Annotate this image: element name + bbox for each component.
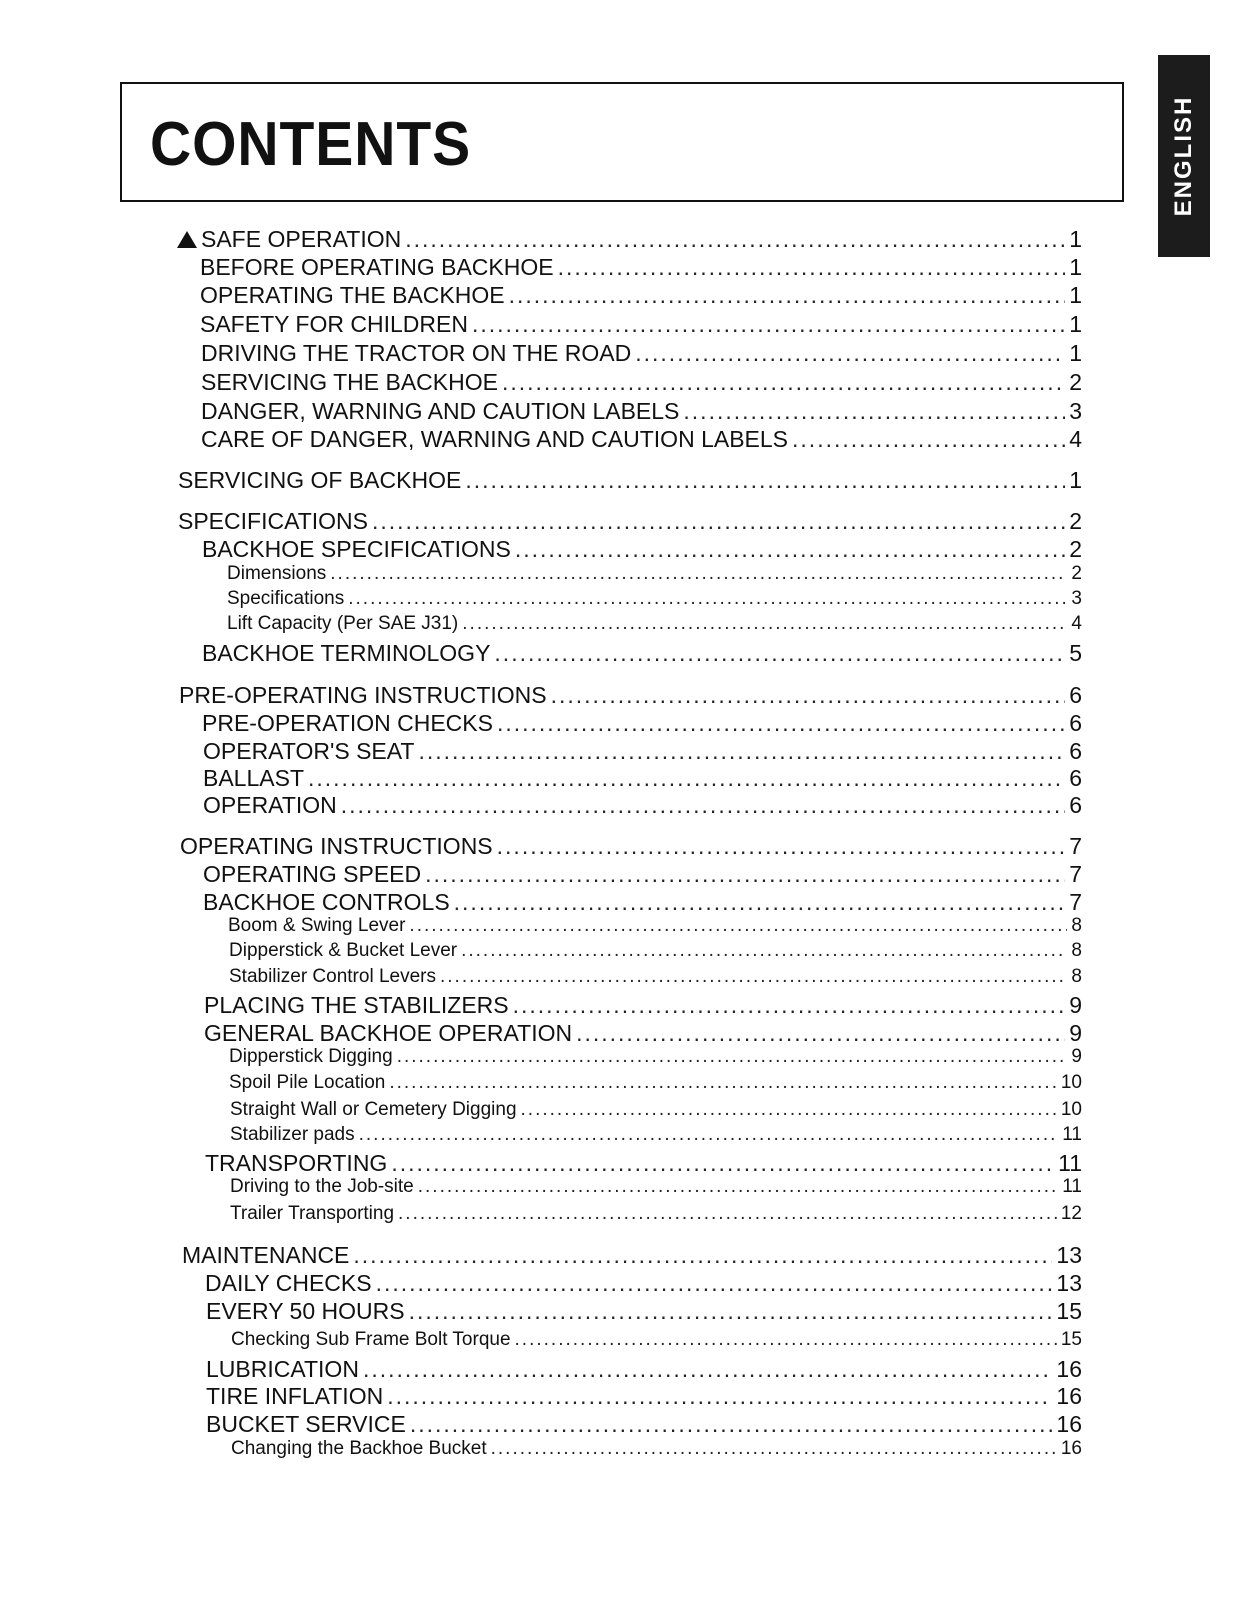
dot-leader	[491, 1438, 1057, 1460]
toc-entry-page-number: 11	[1062, 1124, 1082, 1145]
dot-leader	[551, 682, 1066, 709]
dot-leader	[348, 588, 1067, 610]
toc-entry-label	[227, 588, 344, 610]
toc-entry-text: Lift Capacity (Per SAE J31)	[227, 613, 459, 634]
toc-entry-text: Boom & Swing Lever	[228, 915, 406, 936]
dot-leader	[515, 536, 1065, 563]
toc-entry-text: EVERY 50 HOURS	[206, 1298, 405, 1324]
toc-entry[interactable]	[229, 966, 1082, 994]
toc-entry-label	[231, 1438, 487, 1460]
toc-entry[interactable]	[206, 1298, 1082, 1326]
toc-entry[interactable]	[179, 682, 1082, 710]
toc-entry-text: SAFE OPERATION	[201, 226, 402, 252]
toc-entry-label	[203, 792, 337, 819]
dot-leader	[425, 861, 1065, 888]
toc-entry[interactable]	[231, 1438, 1082, 1466]
toc-entry-text: Dipperstick & Bucket Lever	[229, 940, 458, 961]
toc-entry-text: GENERAL BACKHOE OPERATION	[204, 1020, 573, 1046]
dot-leader	[389, 1072, 1057, 1094]
toc-entry-text: Spoil Pile Location	[229, 1072, 386, 1093]
toc-entry[interactable]	[230, 1099, 1082, 1127]
toc-entry-label	[201, 398, 679, 425]
toc-entry[interactable]	[201, 369, 1082, 397]
toc-entry-label	[200, 254, 554, 281]
toc-entry-text: Straight Wall or Cemetery Digging	[230, 1099, 517, 1120]
toc-entry-text: SPECIFICATIONS	[178, 508, 368, 534]
toc-entry-page-number: 3	[1069, 398, 1082, 424]
toc-entry-page-number: 15	[1056, 1298, 1082, 1324]
dot-leader	[359, 1124, 1059, 1146]
toc-entry-page-number: 1	[1069, 467, 1082, 493]
toc-entry[interactable]	[227, 563, 1082, 591]
toc-entry-label	[230, 1176, 414, 1198]
toc-entry[interactable]	[229, 940, 1082, 968]
toc-entry-text: DANGER, WARNING AND CAUTION LABELS	[201, 398, 680, 424]
dot-leader	[472, 311, 1065, 338]
toc-entry-text: Specifications	[227, 588, 345, 609]
dot-leader	[405, 226, 1065, 253]
dot-leader	[440, 966, 1067, 988]
dot-leader	[409, 915, 1067, 937]
toc-entry[interactable]	[178, 467, 1082, 495]
toc-entry[interactable]	[205, 1150, 1082, 1178]
toc-entry-label	[229, 1072, 385, 1094]
toc-entry-text: TIRE INFLATION	[206, 1383, 384, 1409]
toc-entry-text: LUBRICATION	[206, 1356, 359, 1382]
toc-entry[interactable]	[205, 1270, 1082, 1298]
toc-entry-text: SERVICING THE BACKHOE	[201, 369, 498, 395]
toc-entry-page-number: 6	[1069, 738, 1082, 764]
toc-entry-page-number: 2	[1069, 369, 1082, 395]
toc-entry-label	[177, 226, 401, 253]
toc-entry[interactable]	[227, 588, 1082, 616]
toc-entry-label	[179, 682, 547, 709]
dot-leader	[391, 1150, 1054, 1177]
dot-leader	[461, 940, 1067, 962]
toc-entry-page-number: 4	[1069, 426, 1082, 452]
toc-entry-text: Stabilizer Control Levers	[229, 966, 436, 987]
toc-entry[interactable]	[204, 992, 1082, 1020]
toc-entry-label	[206, 1411, 406, 1438]
toc-entry-label	[202, 640, 490, 667]
toc-entry[interactable]	[203, 792, 1082, 820]
toc-entry-text: OPERATING THE BACKHOE	[200, 282, 505, 308]
toc-entry[interactable]	[203, 738, 1082, 766]
toc-entry[interactable]	[227, 613, 1082, 641]
toc-entry[interactable]	[202, 640, 1082, 668]
toc-entry-text: Trailer Transporting	[230, 1203, 395, 1224]
toc-entry-text: SAFETY FOR CHILDREN	[200, 311, 468, 337]
dot-leader	[502, 369, 1065, 396]
dot-leader	[497, 710, 1065, 737]
dot-leader	[462, 613, 1067, 635]
toc-entry-page-number: 8	[1071, 915, 1082, 936]
toc-entry-page-number: 2	[1069, 508, 1082, 534]
toc-entry-page-number: 16	[1056, 1383, 1082, 1409]
dot-leader	[418, 738, 1065, 765]
dot-leader	[683, 398, 1065, 425]
toc-entry-label	[201, 369, 498, 396]
toc-entry[interactable]	[229, 1072, 1082, 1100]
toc-entry[interactable]	[203, 765, 1082, 793]
toc-entry-text: OPERATION	[203, 792, 337, 818]
toc-entry-label	[206, 1298, 405, 1325]
dot-leader	[513, 992, 1066, 1019]
toc-entry-page-number: 1	[1069, 226, 1082, 252]
dot-leader	[792, 426, 1065, 453]
toc-entry-page-number: 1	[1069, 282, 1082, 308]
toc-entry-text: CARE OF DANGER, WARNING AND CAUTION LABELS	[201, 426, 789, 452]
toc-entry-label	[230, 1203, 394, 1225]
toc-entry-label	[203, 889, 450, 916]
toc-entry-text: Dipperstick Digging	[229, 1046, 393, 1067]
toc-entry-label	[231, 1329, 511, 1351]
toc-entry-label	[229, 1046, 393, 1068]
toc-entry[interactable]	[182, 1242, 1082, 1270]
toc-entry[interactable]	[228, 915, 1082, 943]
toc-entry-text: Stabilizer pads	[230, 1124, 355, 1145]
toc-entry-page-number: 1	[1069, 311, 1082, 337]
toc-entry-page-number: 1	[1069, 340, 1082, 366]
toc-entry-text: PRE-OPERATING INSTRUCTIONS	[179, 682, 547, 708]
toc-entry-page-number: 2	[1069, 536, 1082, 562]
toc-entry-page-number: 13	[1056, 1270, 1082, 1296]
toc-entry-page-number: 6	[1069, 792, 1082, 818]
toc-entry-text: Checking Sub Frame Bolt Torque	[231, 1329, 511, 1350]
toc-entry-label	[230, 1124, 355, 1146]
toc-entry-text: Dimensions	[227, 563, 327, 584]
toc-entry[interactable]	[201, 426, 1082, 454]
dot-leader	[454, 889, 1066, 916]
toc-entry-text: BALLAST	[203, 765, 304, 791]
dot-leader	[341, 792, 1065, 819]
toc-entry-label	[201, 340, 631, 367]
toc-entry[interactable]	[204, 1020, 1082, 1048]
toc-entry-label	[230, 1099, 517, 1121]
toc-entry-page-number: 3	[1071, 588, 1082, 609]
toc-entry-label	[200, 282, 505, 309]
dot-leader	[521, 1099, 1057, 1121]
toc-entry-text: BUCKET SERVICE	[206, 1411, 406, 1437]
toc-entry[interactable]	[203, 889, 1082, 917]
toc-entry-page-number: 6	[1069, 765, 1082, 791]
toc-entry-page-number: 16	[1056, 1411, 1082, 1437]
dot-leader	[372, 508, 1065, 535]
toc-entry-page-number: 10	[1060, 1099, 1082, 1120]
toc-entry-page-number: 7	[1069, 833, 1082, 859]
dot-leader	[397, 1046, 1068, 1068]
toc-entry-page-number: 6	[1069, 710, 1082, 736]
dot-leader	[376, 1270, 1053, 1297]
dot-leader	[418, 1176, 1059, 1198]
dot-leader	[497, 833, 1066, 860]
dot-leader	[330, 563, 1067, 585]
toc-entry-text: DRIVING THE TRACTOR ON THE ROAD	[201, 340, 632, 366]
toc-entry[interactable]	[202, 536, 1082, 564]
toc-entry-text: SERVICING OF BACKHOE	[178, 467, 462, 493]
dot-leader	[635, 340, 1065, 367]
toc-entry-label	[205, 1150, 387, 1177]
toc-entry-label	[205, 1270, 372, 1297]
toc-entry-page-number: 4	[1071, 613, 1082, 634]
toc-entry-label	[202, 536, 511, 563]
toc-entry-page-number: 13	[1056, 1242, 1082, 1268]
toc-entry-text: Driving to the Job-site	[230, 1176, 414, 1197]
dot-leader	[387, 1383, 1052, 1410]
toc-entry[interactable]	[177, 226, 1082, 254]
toc-entry[interactable]	[178, 508, 1082, 536]
toc-entry-label	[201, 426, 788, 453]
toc-entry-label	[227, 613, 458, 635]
toc-entry-page-number: 6	[1069, 682, 1082, 708]
toc-entry-page-number: 7	[1069, 861, 1082, 887]
dot-leader	[398, 1203, 1057, 1225]
language-tab-label: ENGLISH	[1170, 95, 1197, 217]
toc-entry-label	[204, 1020, 572, 1047]
toc-entry[interactable]	[230, 1176, 1082, 1204]
toc-entry[interactable]	[203, 861, 1082, 889]
toc-entry-page-number: 9	[1069, 992, 1082, 1018]
toc-entry-label	[203, 861, 421, 888]
toc-entry-text: PLACING THE STABILIZERS	[204, 992, 509, 1018]
dot-leader	[363, 1356, 1052, 1383]
toc-entry-label	[203, 738, 414, 765]
toc-entry-page-number: 12	[1060, 1203, 1082, 1224]
toc-entry-text: PRE-OPERATION CHECKS	[202, 710, 493, 736]
toc-entry-page-number: 9	[1069, 1020, 1082, 1046]
toc-entry-label	[206, 1356, 359, 1383]
toc-entry[interactable]	[200, 282, 1082, 310]
dot-leader	[558, 254, 1066, 281]
toc-entry-page-number: 2	[1071, 563, 1082, 584]
toc-entry[interactable]	[180, 833, 1082, 861]
toc-entry[interactable]	[206, 1356, 1082, 1384]
toc-entry-text: BEFORE OPERATING BACKHOE	[200, 254, 554, 280]
dot-leader	[465, 467, 1065, 494]
toc-entry-label	[203, 765, 304, 792]
toc-entry-text: OPERATOR'S SEAT	[203, 738, 415, 764]
toc-entry-text: DAILY CHECKS	[205, 1270, 372, 1296]
dot-leader	[353, 1242, 1052, 1269]
toc-entry-page-number: 11	[1058, 1150, 1082, 1176]
toc-entry-text: BACKHOE CONTROLS	[203, 889, 450, 915]
warning-triangle-icon	[177, 231, 197, 248]
dot-leader	[515, 1329, 1057, 1351]
toc-entry-label	[228, 915, 405, 937]
toc-entry-label	[178, 508, 368, 535]
toc-entry[interactable]	[229, 1046, 1082, 1074]
toc-entry-label	[229, 940, 457, 962]
toc-entry-label	[200, 311, 468, 338]
dot-leader	[509, 282, 1066, 309]
toc-entry[interactable]	[201, 398, 1082, 426]
toc-entry-text: OPERATING SPEED	[203, 861, 422, 887]
toc-entry[interactable]	[201, 340, 1082, 368]
toc-entry-text: Changing the Backhoe Bucket	[231, 1438, 487, 1459]
toc-entry-page-number: 10	[1060, 1072, 1082, 1093]
toc-entry-label	[202, 710, 493, 737]
toc-entry[interactable]	[231, 1329, 1082, 1357]
toc-entry-label	[229, 966, 436, 988]
toc-entry[interactable]	[206, 1411, 1082, 1439]
toc-entry-page-number: 8	[1071, 940, 1082, 961]
toc-entry-page-number: 11	[1062, 1176, 1082, 1197]
toc-entry-page-number: 1	[1069, 254, 1082, 280]
toc-entry-page-number: 16	[1060, 1438, 1082, 1459]
toc-entry-label	[227, 563, 326, 585]
toc-entry[interactable]	[200, 254, 1082, 282]
page-title: CONTENTS	[150, 110, 472, 179]
dot-leader	[410, 1411, 1053, 1438]
toc-entry-text: MAINTENANCE	[182, 1242, 350, 1268]
toc-entry[interactable]	[202, 710, 1082, 738]
toc-entry[interactable]	[200, 311, 1082, 339]
dot-leader	[308, 765, 1065, 792]
toc-entry[interactable]	[206, 1383, 1082, 1411]
toc-entry-page-number: 16	[1056, 1356, 1082, 1382]
toc-entry-page-number: 7	[1069, 889, 1082, 915]
toc-entry[interactable]	[230, 1203, 1082, 1231]
toc-entry-label	[206, 1383, 383, 1410]
toc-entry-text: TRANSPORTING	[205, 1150, 388, 1176]
dot-leader	[576, 1020, 1065, 1047]
dot-leader	[409, 1298, 1053, 1325]
toc-entry-label	[182, 1242, 349, 1269]
toc-entry-page-number: 15	[1060, 1329, 1082, 1350]
toc-entry-label	[178, 467, 461, 494]
toc-entry-text: BACKHOE TERMINOLOGY	[202, 640, 491, 666]
toc-entry-text: OPERATING INSTRUCTIONS	[180, 833, 493, 859]
toc-entry-page-number: 8	[1071, 966, 1082, 987]
toc-entry-label	[204, 992, 509, 1019]
dot-leader	[494, 640, 1065, 667]
toc-entry-text: BACKHOE SPECIFICATIONS	[202, 536, 511, 562]
toc-entry[interactable]	[230, 1124, 1082, 1152]
toc-entry-page-number: 9	[1071, 1046, 1082, 1067]
toc-entry-label	[180, 833, 493, 860]
toc-entry-page-number: 5	[1069, 640, 1082, 666]
